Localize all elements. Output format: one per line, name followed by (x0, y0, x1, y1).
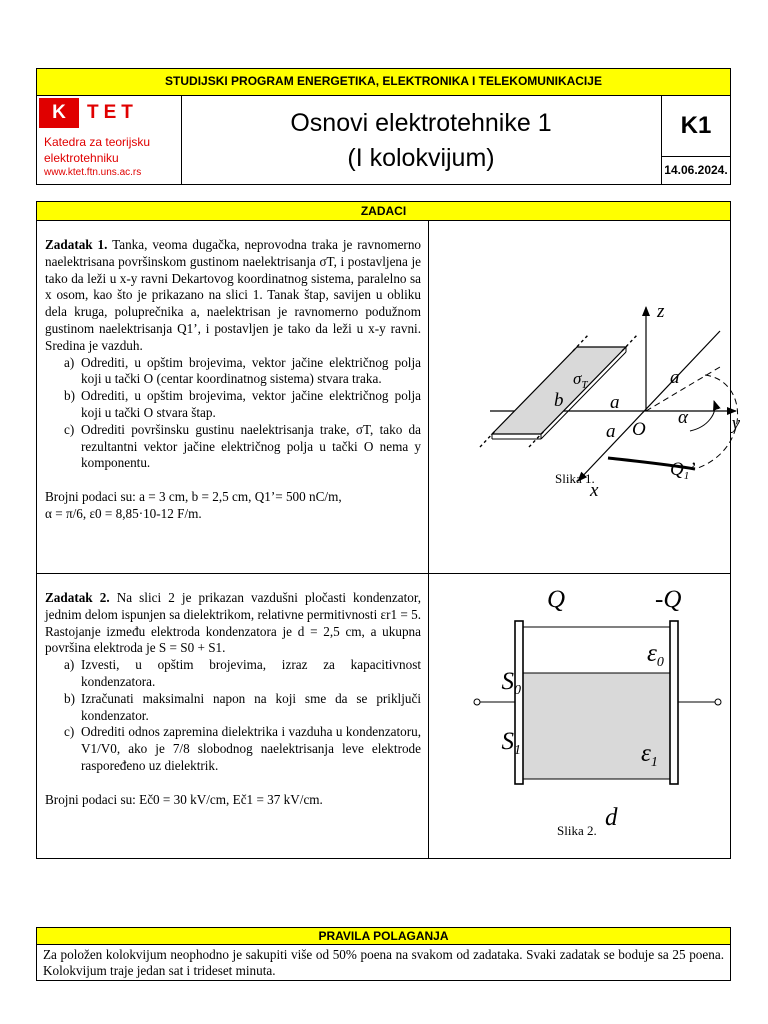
label-a-radius: a (670, 367, 680, 388)
item-text: Izvesti, u opštim brojevima, izraz za kapacitivnost kondenzatora. (81, 657, 421, 689)
item-text: Odrediti odnos zapremina dielektrika i vazduha u kondenzatoru, V1/V0, ako je 7/8 slobodnog naelektrisanja leve elektrode raspoređeno uz dielektrik. (81, 724, 421, 773)
rules-text: Za položen kolokvijum neophodno je sakupiti više od 50% poena na svakom od zadataka. Svaki zadatak se boduje sa 25 poena. Kolokvijum traje jedan sat i trideset minuta. (36, 944, 731, 981)
exam-date: 14.06.2024. (664, 163, 728, 177)
task-2-data: Brojni podaci su: Eč0 = 30 kV/cm, Eč1 = 37 kV/cm. (45, 791, 323, 807)
document-title (181, 96, 662, 184)
tasks-table (36, 220, 740, 859)
task-1-intro: Tanka, veoma dugačka, neprovodna traka je ravnomerno naelektrisana površinskom gustinom naelektrisanja σT, i postavljena je tako da leži u x-y ravni Dekartovog koordinatnog sistema, paralelno sa x osom, kao što je prikazano na slici 1. Tanak štap, savijen u obliku dela kruga, poluprečnika a, naelektrisan je ravnomerno podužnom gustinom naelektrisanja Q1’, i postavljen je tako da leži u x-y ravni. Sredina je vazduh. (45, 237, 422, 353)
label-y: y (731, 413, 740, 434)
left-terminal-node (474, 699, 480, 705)
label-eps1: $\varepsilon_1$ (641, 740, 658, 770)
task-1-item-a (45, 355, 421, 389)
label-eps0: $\varepsilon_0$ (647, 640, 664, 670)
left-electrode (515, 621, 523, 784)
title-line-1: Osnovi elektrotehnike 1 (290, 109, 552, 137)
right-electrode (670, 621, 678, 784)
item-label: b) (64, 388, 75, 404)
sigma-sub: T (581, 379, 588, 391)
figure-1-caption: Slika 1. (555, 471, 595, 486)
task-2-text (45, 590, 421, 808)
task-1-data-2: α = π/6, ε0 = 8,85·10-12 F/m. (45, 505, 202, 521)
task-1-items (45, 355, 421, 473)
task-2-label: Zadatak 2. (45, 590, 110, 605)
item-label: c) (64, 724, 75, 740)
item-label: b) (64, 690, 75, 706)
figure-2-caption: Slika 2. (557, 823, 597, 838)
rules-heading: PRAVILA POLAGANJA (36, 927, 731, 945)
item-label: a) (64, 657, 75, 673)
header-row (36, 95, 731, 185)
task-1-data-1: Brojni podaci su: a = 3 cm, b = 2,5 cm, Q1’= 500 nC/m, (45, 488, 342, 504)
task-2-items (45, 657, 421, 775)
task-1-item-b (45, 388, 421, 422)
label-q: Q (547, 589, 566, 613)
figure-1-strip (450, 301, 740, 621)
exam-code: K1 (662, 96, 730, 157)
ktet-logo (37, 96, 182, 184)
label-neg-q: -Q (655, 589, 682, 613)
label-q1: $Q_1$’ (670, 459, 696, 482)
label-b: b (554, 390, 564, 411)
item-text: Odrediti, u opštim brojevima, vektor jačine električnog polja koji u tački O (centar koordinatnog sistema) stvara traka. (81, 354, 421, 387)
label-s1: $S_1$ (501, 728, 521, 758)
task-1-text (45, 237, 421, 523)
label-origin: O (632, 419, 646, 440)
sigma-text: σ (573, 369, 582, 388)
title-line-2: (I kolokvijum) (347, 144, 495, 172)
task-2-item-a (45, 657, 421, 691)
item-text: Odrediti površinsku gustinu naelektrisanja trake, σT, tako da rezultantni vektor jačine električnog polja u tački O nema y komponentu. (81, 421, 421, 471)
study-program-banner: STUDIJSKI PROGRAM ENERGETIKA, ELEKTRONIKA I TELEKOMUNIKACIJE (36, 68, 731, 95)
tasks-heading: ZADACI (36, 201, 731, 221)
label-a-strip: a (610, 392, 620, 413)
logo-tet: TET (87, 102, 138, 123)
item-label: a) (64, 354, 75, 370)
task-2-item-b (45, 691, 421, 725)
label-d: d (605, 804, 618, 829)
item-text: Izračunati maksimalni napon na koji sme da se priključi kondenzator. (81, 690, 421, 723)
label-x: x (590, 480, 599, 501)
department-url: www.ktet.ftn.uns.ac.rs (44, 167, 142, 178)
label-a-x: a (606, 421, 616, 442)
task-2-item-c (45, 724, 421, 774)
task-1-item-c (45, 422, 421, 472)
task-1-label: Zadatak 1. (45, 237, 108, 252)
logo-k: K (39, 98, 79, 128)
figure-2 (471, 589, 731, 829)
department-name: Katedra za teorijsku elektrotehniku (44, 135, 151, 165)
label-alpha: α (678, 407, 688, 428)
item-text: Odrediti, u opštim brojevima, vektor jačine električnog polja koji u tački O stvara štap. (81, 388, 421, 420)
right-terminal-node (715, 699, 721, 705)
label-s0: $S_0$ (501, 668, 521, 698)
column-divider (428, 221, 429, 858)
label-z: z (657, 301, 665, 322)
exam-code-cell (662, 96, 730, 184)
task-2-intro: Na slici 2 je prikazan vazdušni pločasti kondenzator, jednim delom ispunjen sa dielektrikom, relativne permitivnosti εr1 = 5. Rastojanje između elektroda kondenzatora je d = 2,5 cm, a ukupna površina elektroda je S = S0 + S1. (45, 590, 422, 656)
item-label: c) (64, 421, 75, 437)
